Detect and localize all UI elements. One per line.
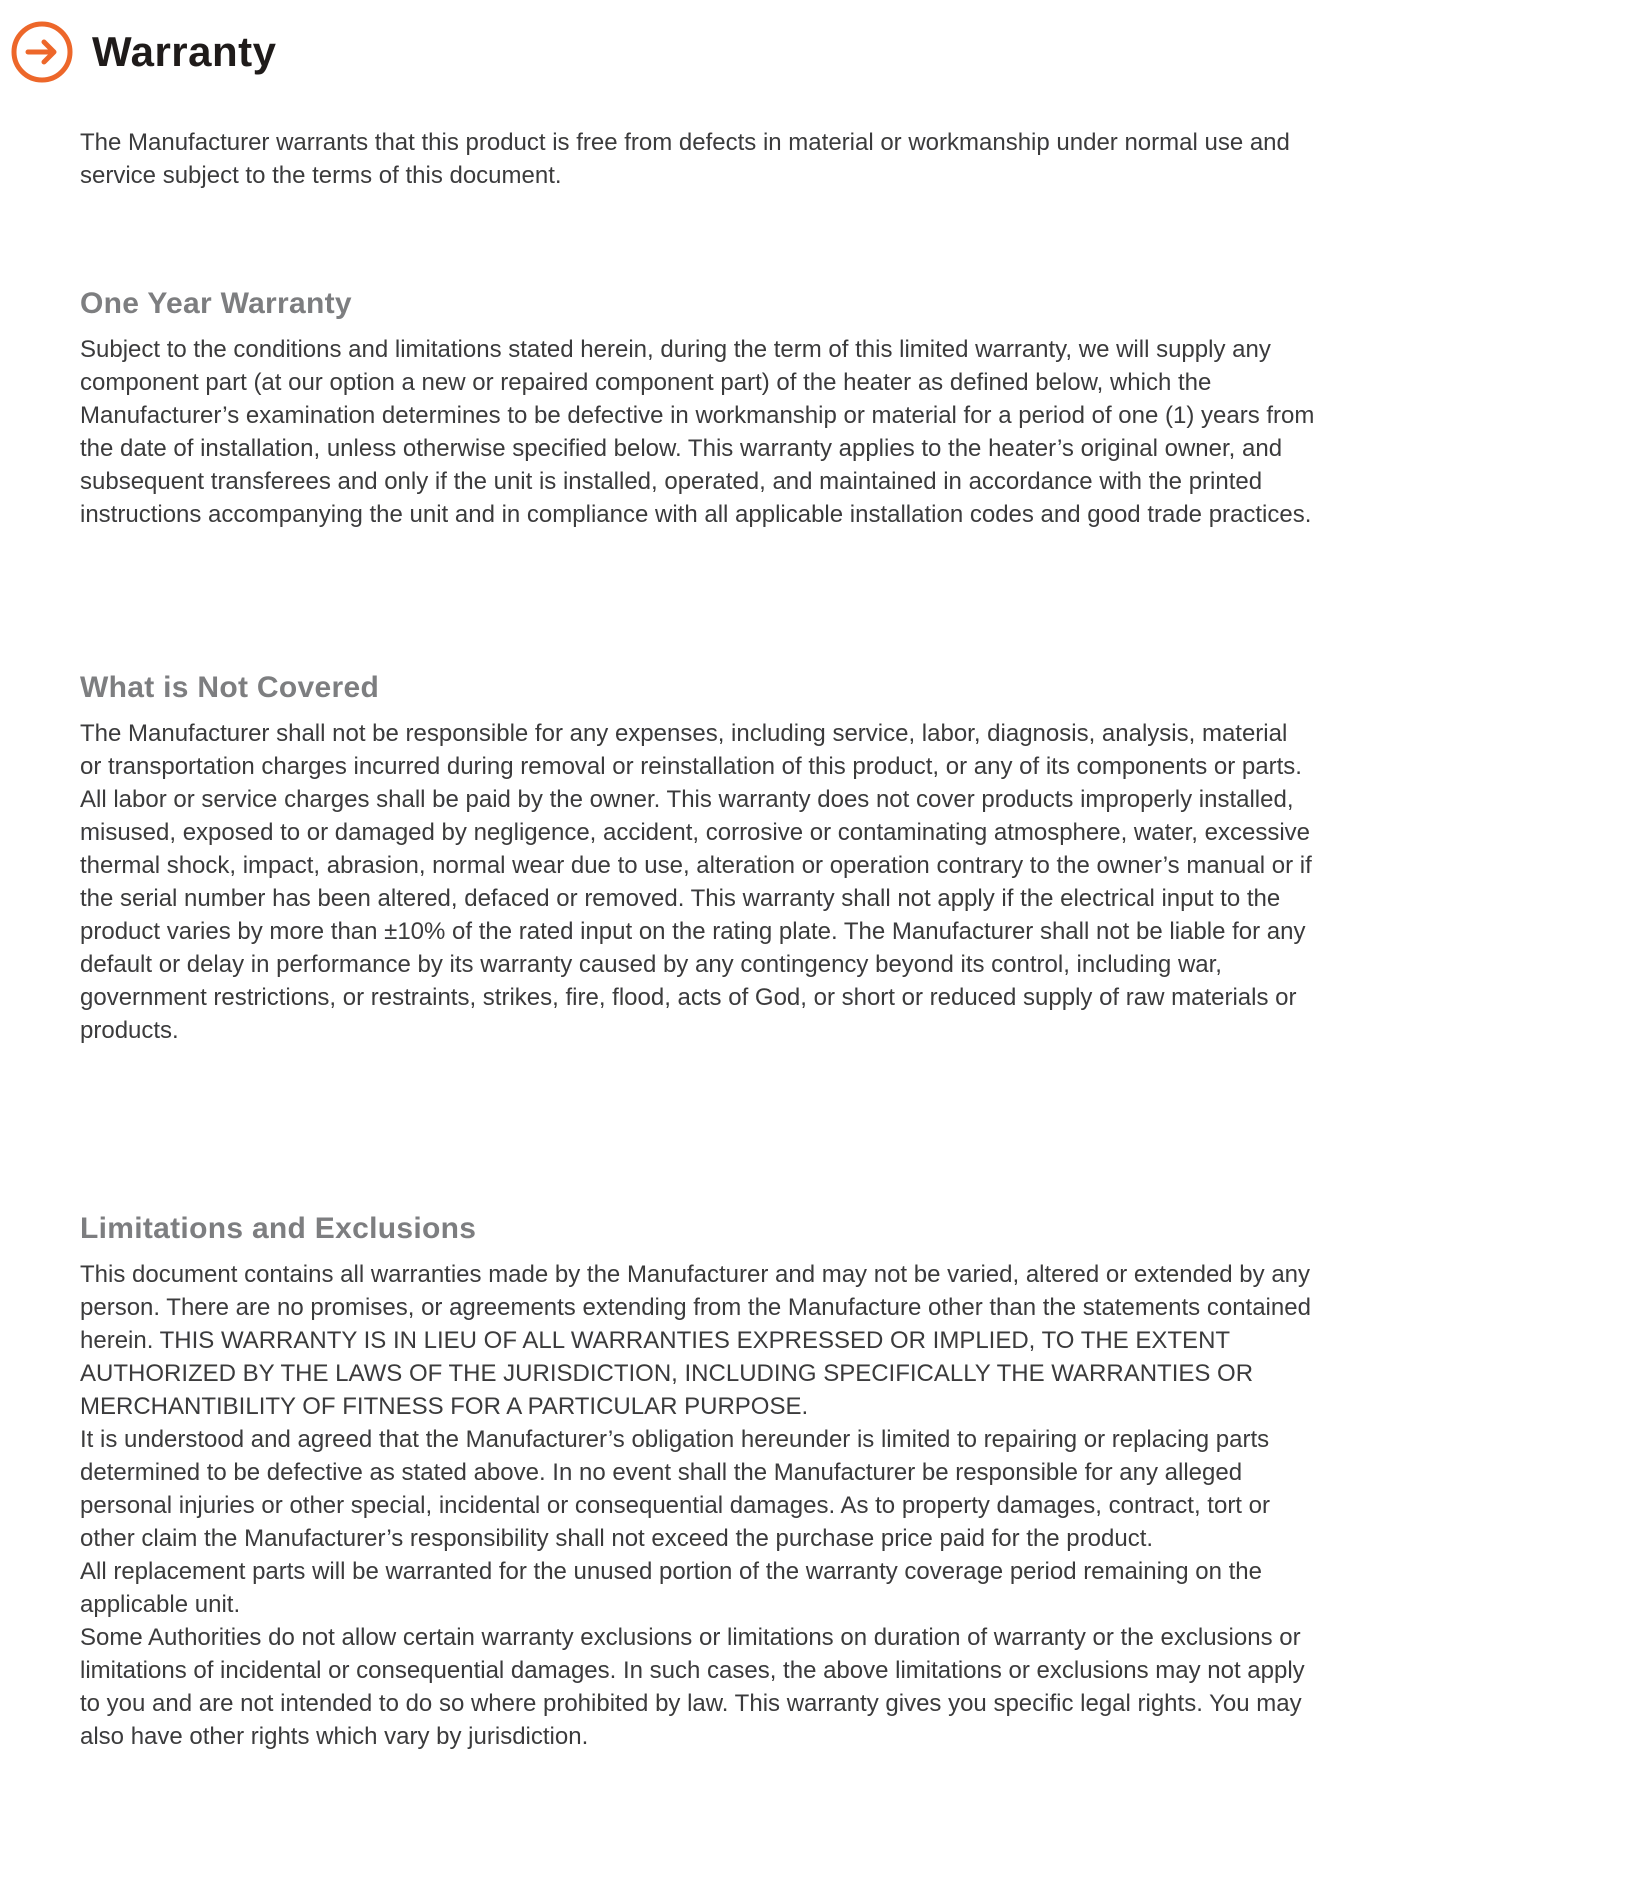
section-paragraph: It is understood and agreed that the Manufacturer’s obligation hereunder is limited to repairing or replacing parts determined to be defective as stated above. In no event shall the Manufacturer be responsible for any alleged personal injuries or other special, incidental or consequential damages. As to property damages, contract, tort or other claim the Manufacturer’s responsibility shall not exceed the purchase price paid for the product. [80, 1426, 1270, 1552]
page-title: Warranty [92, 28, 277, 75]
section-paragraph: The Manufacturer shall not be responsible for any expenses, including service, labor, diagnosis, analysis, material or transportation charges incurred during removal or reinstallation of this product, or any of its components or parts. All labor or service charges shall be paid by the owner. This warranty does not cover products improperly installed, misused, exposed to or damaged by negligence, accident, corrosive or contaminating atmosphere, water, excessive thermal shock, impact, abrasion, normal wear due to use, alteration or operation contrary to the owner’s manual or if the serial number has been altered, defaced or removed. This warranty shall not apply if the electrical input to the product varies by more than ±10% of the rated input on the rating plate. The Manufacturer shall not be liable for any default or delay in performance by its warranty caused by any contingency beyond its control, including war, government restrictions, or restraints, strikes, fire, flood, acts of God, or short or reduced supply of raw materials or products. [80, 720, 1312, 1044]
arrow-right-circle-icon [10, 20, 74, 84]
section-heading: One Year Warranty [80, 287, 352, 320]
section-what-is-not-covered [80, 671, 1315, 1047]
intro-paragraph: The Manufacturer warrants that this product is free from defects in material or workmanship under normal use and service subject to the terms of this document. [80, 129, 1290, 189]
section-one-year-warranty [80, 287, 1315, 531]
section-paragraph: All replacement parts will be warranted for the unused portion of the warranty coverage period remaining on the applicable unit. [80, 1558, 1262, 1618]
section-paragraph: This document contains all warranties made by the Manufacturer and may not be varied, altered or extended by any person. There are no promises, or agreements extending from the Manufacture other than the statements contained herein. THIS WARRANTY IS IN LIEU OF ALL WARRANTIES EXPRESSED OR IMPLIED, TO THE EXTENT AUTHORIZED BY THE LAWS OF THE JURISDICTION, INCLUDING SPECIFICALLY THE WARRANTIES OR MERCHANTIBILITY OF FITNESS FOR A PARTICULAR PURPOSE. [80, 1261, 1311, 1420]
section-heading: Limitations and Exclusions [80, 1212, 477, 1245]
section-limitations-and-exclusions [80, 1212, 1315, 1753]
section-paragraph: Some Authorities do not allow certain warranty exclusions or limitations on duration of warranty or the exclusions or limitations of incidental or consequential damages. In such cases, the above limitations or exclusions may not apply to you and are not intended to do so where prohibited by law. This warranty gives you specific legal rights. You may also have other rights which vary by jurisdiction. [80, 1624, 1305, 1750]
document-body [80, 126, 1315, 1753]
section-heading: What is Not Covered [80, 671, 380, 704]
document-header [0, 0, 1634, 84]
section-paragraph: Subject to the conditions and limitations stated herein, during the term of this limited warranty, we will supply any component part (at our option a new or repaired component part) of the heater as defined below, which the Manufacturer’s examination determines to be defective in workmanship or material for a period of one (1) years from the date of installation, unless otherwise specified below. This warranty applies to the heater’s original owner, and subsequent transferees and only if the unit is installed, operated, and maintained in accordance with the printed instructions accompanying the unit and in compliance with all applicable installation codes and good trade practices. [80, 336, 1315, 528]
